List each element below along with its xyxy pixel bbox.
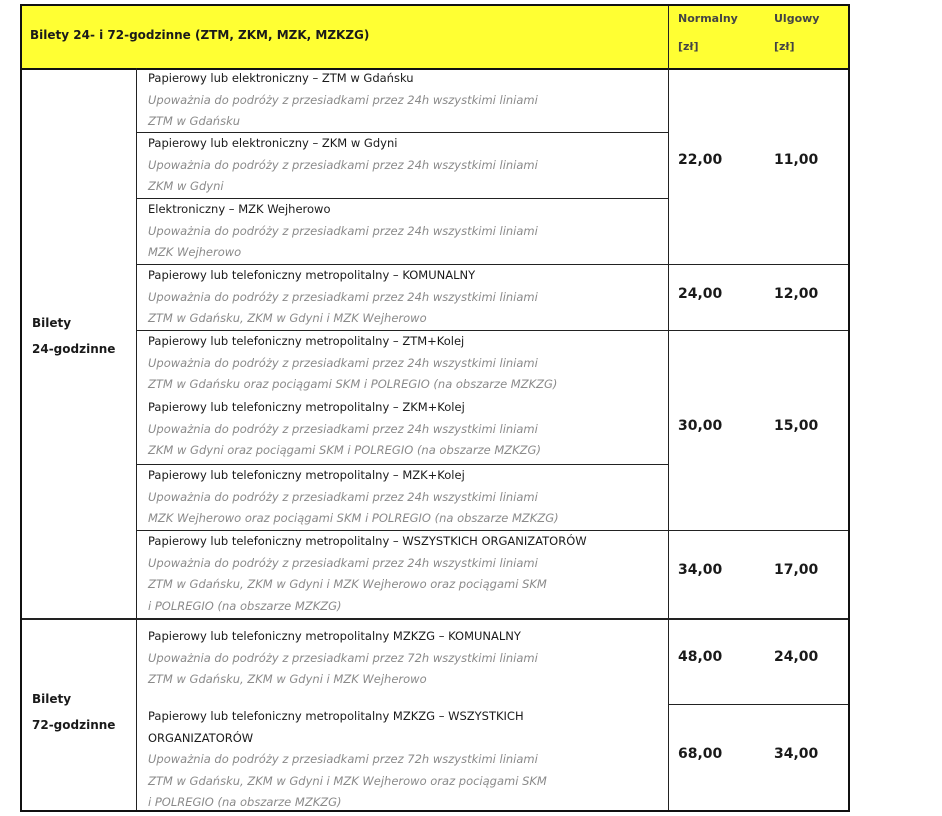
table-header — [22, 6, 848, 70]
ticket-entry-mzk: Elektroniczny – MZK Wejherowo Upoważnia do podróży z przesiadkami przez 24h wszystkimi liniami MZK Wejherowo — [148, 202, 538, 259]
normal-column-unit: [zł] — [678, 40, 699, 53]
normal-column-header: Normalny — [678, 12, 738, 25]
ticket-entry-zkm-kolej: Papierowy lub telefoniczny metropolitalny – ZKM+Kolej Upoważnia do podróży z przesiadkami przez 24h wszystkimi liniami ZKM w Gdyni oraz pociągami SKM i POLREGIO (na obszarze MZKZG) — [148, 400, 541, 457]
price-reduced: 12,00 — [774, 286, 819, 302]
price-reduced: 15,00 — [774, 418, 819, 434]
ticket-price-table — [20, 4, 850, 812]
price-reduced: 24,00 — [774, 649, 819, 665]
group-label-24h: Bilety 24-godzinne — [32, 316, 116, 356]
price-normal: 48,00 — [678, 649, 723, 665]
price-normal: 24,00 — [678, 286, 723, 302]
divider — [668, 704, 848, 705]
ticket-entry-mzk-kolej: Papierowy lub telefoniczny metropolitalny – MZK+Kolej Upoważnia do podróży z przesiadkami przez 24h wszystkimi liniami MZK Wejherowo oraz pociągami SKM i POLREGIO (na obszarze MZKZG) — [148, 468, 559, 525]
price-reduced: 34,00 — [774, 746, 819, 762]
ticket-entry-komunalny-72h: Papierowy lub telefoniczny metropolitalny MZKZG – KOMUNALNY Upoważnia do podróży z przesiadkami przez 72h wszystkimi liniami ZTM w Gdańsku, ZKM w Gdyni i MZK Wejherowo — [148, 629, 538, 686]
price-normal: 68,00 — [678, 746, 723, 762]
reduced-column-unit: [zł] — [774, 40, 795, 53]
divider — [668, 6, 669, 810]
price-normal: 30,00 — [678, 418, 723, 434]
ticket-entry-ztm: Papierowy lub elektroniczny – ZTM w Gdańsku Upoważnia do podróży z przesiadkami przez 24h wszystkimi liniami ZTM w Gdańsku — [148, 71, 538, 128]
ticket-entry-komunalny-24h: Papierowy lub telefoniczny metropolitalny – KOMUNALNY Upoważnia do podróży z przesiadkami przez 24h wszystkimi liniami ZTM w Gdańsku, ZKM w Gdyni i MZK Wejherowo — [148, 268, 538, 325]
ticket-entry-zkm: Papierowy lub elektroniczny – ZKM w Gdyni Upoważnia do podróży z przesiadkami przez 24h wszystkimi liniami ZKM w Gdyni — [148, 136, 538, 193]
ticket-entry-wszystkich-24h: Papierowy lub telefoniczny metropolitalny – WSZYSTKICH ORGANIZATORÓW Upoważnia do podróży z przesiadkami przez 24h wszystkimi liniami ZTM w Gdańsku, ZKM w Gdyni i MZK Wejherowo oraz pociągami SKM i POLREGIO (na obszarze MZKZG) — [148, 534, 587, 613]
group-label-72h: Bilety 72-godzinne — [32, 692, 116, 732]
price-normal: 34,00 — [678, 562, 723, 578]
table-title: Bilety 24- i 72-godzinne (ZTM, ZKM, MZK, MZKZG) — [30, 28, 370, 42]
price-normal: 22,00 — [678, 152, 723, 168]
price-reduced: 17,00 — [774, 562, 819, 578]
ticket-entry-wszystkich-72h: Papierowy lub telefoniczny metropolitalny MZKZG – WSZYSTKICH ORGANIZATORÓW Upoważnia do podróży z przesiadkami przez 72h wszystkimi liniami ZTM w Gdańsku, ZKM w Gdyni i MZK Wejherowo oraz pociągami SKM i POLREGIO (na obszarze MZKZG) — [148, 709, 547, 809]
ticket-entry-ztm-kolej: Papierowy lub telefoniczny metropolitalny – ZTM+Kolej Upoważnia do podróży z przesiadkami przez 24h wszystkimi liniami ZTM w Gdańsku oraz pociągami SKM i POLREGIO (na obszarze MZKZG) — [148, 334, 558, 391]
price-reduced: 11,00 — [774, 152, 819, 168]
group-divider — [22, 618, 848, 620]
divider — [136, 68, 137, 810]
reduced-column-header: Ulgowy — [774, 12, 820, 25]
